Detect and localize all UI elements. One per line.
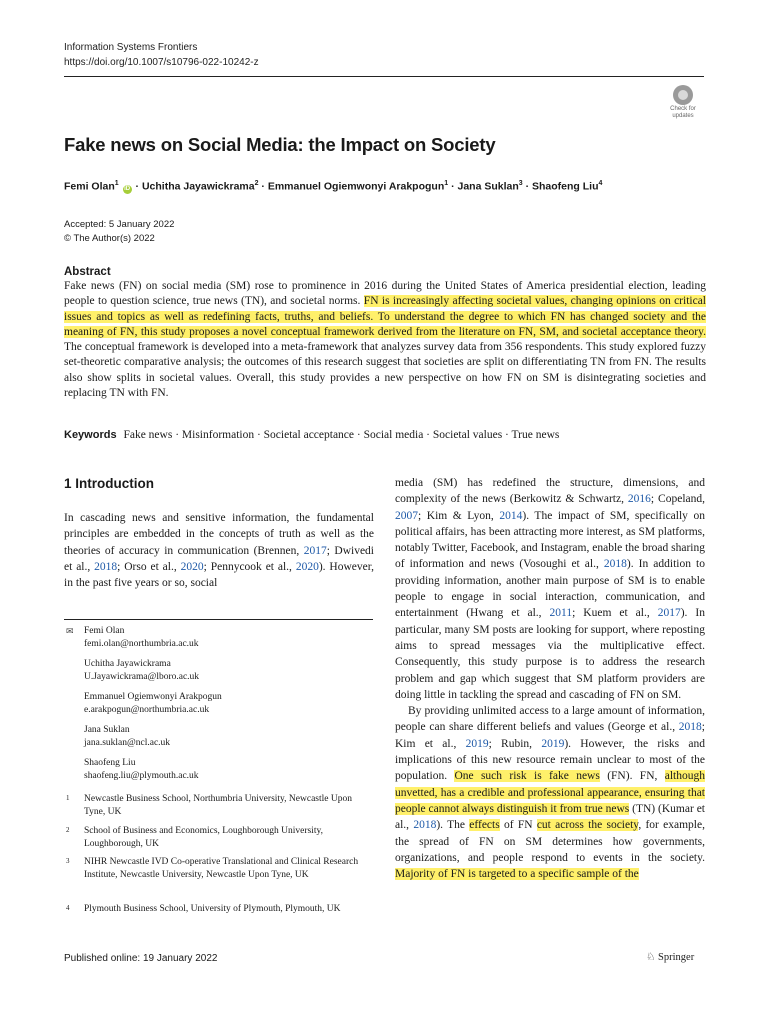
contact-entry xyxy=(84,691,222,717)
body-text: ; Pennycook et al., xyxy=(203,560,296,573)
contact-name: Uchitha Jayawickrama xyxy=(84,659,171,669)
keywords xyxy=(64,429,559,441)
citation-link[interactable]: 2019 xyxy=(465,737,489,750)
doi-link[interactable]: https://doi.org/10.1007/s10796-022-10242-z xyxy=(64,57,259,68)
copyright-line: © The Author(s) 2022 xyxy=(64,233,155,244)
accepted-date: Accepted: 5 January 2022 xyxy=(64,219,175,230)
envelope-icon: ✉ xyxy=(66,626,74,636)
body-text: ; Kuem et al., xyxy=(572,607,658,620)
publisher-name: Springer xyxy=(658,952,695,963)
springer-horse-icon: ♘ xyxy=(646,952,659,963)
orcid-icon[interactable]: iD xyxy=(124,185,131,192)
body-text: ). The xyxy=(436,819,470,832)
affiliation-text: School of Business and Economics, Loughborough University, Loughborough, UK xyxy=(84,826,323,850)
author-affil-sup: 1 xyxy=(444,180,449,187)
author-name[interactable]: Femi Olan xyxy=(64,180,115,193)
paragraph xyxy=(395,703,705,882)
contact-entry xyxy=(84,724,170,750)
author-name[interactable]: Emmanuel Ogiemwonyi Arakpogun xyxy=(267,180,445,193)
body-text: (TN) (Kumar et al., xyxy=(395,802,705,832)
abstract-body xyxy=(64,279,706,401)
body-text: ). In addition to providing information, another main purpose of SM is to enable people to engage in social interaction, communication, and entertainment (Hwang et al., xyxy=(395,558,705,620)
paper-title: Fake news on Social Media: the Impact on Society xyxy=(64,134,496,155)
citation-link[interactable]: 2020 xyxy=(295,560,319,573)
published-date: Published online: 19 January 2022 xyxy=(64,953,218,964)
author-list xyxy=(64,180,602,194)
citation-link[interactable]: 2016 xyxy=(627,493,651,506)
affiliation-number: 4 xyxy=(66,904,70,912)
contact-name: Jana Suklan xyxy=(84,725,130,735)
body-text: ; Copeland, xyxy=(650,493,705,506)
author-affil-sup: 3 xyxy=(518,180,523,187)
text-highlight: although unvetted, has a credible and professional appearance, ensuring that people cannot always distinguish it from true news xyxy=(395,770,705,815)
author-affil-sup: 4 xyxy=(598,180,603,187)
keywords-label: Keywords xyxy=(64,429,117,441)
body-text: In cascading news and sensitive information, the fundamental principles are embedded in the concepts of truth as well as the theories of accuracy in communication (Brennen, xyxy=(64,512,374,557)
contact-name: Femi Olan xyxy=(84,626,125,636)
check-updates-icon xyxy=(673,85,693,105)
body-text: ; Kim & Lyon, xyxy=(418,509,500,522)
body-text: ; Rubin, xyxy=(488,737,542,750)
publisher-logo xyxy=(646,951,694,963)
journal-name: Information Systems Frontiers xyxy=(64,42,198,53)
contact-email[interactable]: e.arakpogun@northumbria.ac.uk xyxy=(84,705,210,716)
text-highlight: cut across the society xyxy=(536,819,639,832)
abstract-text: The conceptual framework is developed into a meta-framework that analyzes survey data from 356 respondents. This study explored fuzzy set-theoretic comparative analysis; the outcomes of this research suggest that societies are split on differentiating TN from FN. The results also show splits in societal values. Overall, this study provides a new perspective on how FN on SM is disintegrating societies and replacing TN with FN. xyxy=(64,341,706,400)
body-text: (FN). FN, xyxy=(599,770,665,783)
author-separator: · xyxy=(135,180,140,193)
contact-entry xyxy=(84,658,199,684)
header-rule xyxy=(64,76,704,77)
contact-email[interactable]: shaofeng.liu@plymouth.ac.uk xyxy=(84,771,199,782)
citation-link[interactable]: 2011 xyxy=(549,607,573,620)
author-name[interactable]: Shaofeng Liu xyxy=(532,180,599,193)
author-affil-sup: 2 xyxy=(254,180,259,187)
body-text: ). The impact of SM, specifically on political affairs, has been attracting more interest, as SM platforms, notably Twitter, Facebook, and Instagram, enable the broad sharing of information and news (Vosoughi et al., xyxy=(395,509,705,571)
citation-link[interactable]: 2018 xyxy=(678,721,702,734)
body-text: ; Orso et al., xyxy=(117,560,181,573)
body-text: ). In particular, many SM posts are looking for support, where reposting aims to spread messages via the multiplicative effect. Consequently, this study purpose is to address the research problem and gap which suggest that SM platform providers are doing little in tackling the spread and cascading of FN on SM. xyxy=(395,607,705,701)
author-separator: · xyxy=(525,180,530,193)
affiliation-number: 2 xyxy=(66,826,70,834)
affiliation-text: Plymouth Business School, University of Plymouth, Plymouth, UK xyxy=(84,904,341,914)
author-separator: · xyxy=(451,180,455,193)
body-text: , for example, the spread of FN on SM determines how governments, organizations, and people respond to events in the society. xyxy=(395,819,705,864)
section-heading: 1 Introduction xyxy=(64,476,154,491)
abstract-text: Fake news (FN) on social media (SM) rose to prominence in 2016 during the United States of America presidential election, leading people to question science, true news (TN), and societal norms. xyxy=(64,280,706,308)
author-name[interactable]: Jana Suklan xyxy=(457,180,519,193)
author-affil-sup: 1 xyxy=(114,180,119,187)
citation-link[interactable]: 2018 xyxy=(94,560,118,573)
text-highlight: effects xyxy=(469,819,500,832)
abstract-highlight: FN is increasingly affecting societal values, changing opinions on critical issues and topics as well as redefining facts, truths, and beliefs. To understand the degree to which FN has changed society and the meaning of FN, this study proposes a novel conceptual framework derived from the literature on FN, SM, and societal acceptance theory. xyxy=(64,295,706,338)
body-text: By providing unlimited access to a large amount of information, people can share different beliefs and values (George et al., xyxy=(395,705,705,734)
intro-column-right xyxy=(395,475,705,882)
citation-link[interactable]: 2019 xyxy=(541,737,565,750)
journal-header xyxy=(64,40,259,70)
intro-column-left xyxy=(64,510,374,591)
contact-email[interactable]: U.Jayawickrama@lboro.ac.uk xyxy=(84,672,200,683)
text-highlight: Majority of FN is targeted to a specific sample of the xyxy=(395,868,639,881)
author-separator: · xyxy=(261,180,265,193)
citation-link[interactable]: 2017 xyxy=(657,607,681,620)
citation-link[interactable]: 2007 xyxy=(395,509,418,522)
citation-link[interactable]: 2020 xyxy=(180,560,204,573)
contact-email[interactable]: femi.olan@northumbria.ac.uk xyxy=(84,639,199,650)
body-text: ). However, in the past five years or so, social xyxy=(64,560,374,590)
body-text: media (SM) has redefined the structure, dimensions, and complexity of the news (Berkowitz & Schwartz, xyxy=(395,477,705,506)
citation-link[interactable]: 2018 xyxy=(603,558,627,571)
body-text: ). However, the risks and implications of this new resource remain unclear to most of the population. xyxy=(395,737,706,783)
contact-entry xyxy=(84,757,199,783)
affiliation-number: 3 xyxy=(66,857,70,865)
contact-name: Emmanuel Ogiemwonyi Arakpogun xyxy=(84,692,222,702)
keywords-list: Fake news · Misinformation · Societal acceptance · Social media · Societal values · True news xyxy=(123,429,560,441)
badge-line-2: updates xyxy=(672,113,694,119)
affiliation-text: Newcastle Business School, Northumbria University, Newcastle Upon Tyne, UK xyxy=(84,794,352,818)
contact-name: Shaofeng Liu xyxy=(84,758,136,768)
body-text: ; Kim et al., xyxy=(395,721,705,750)
text-highlight: One such risk is fake news xyxy=(454,770,600,783)
abstract-heading: Abstract xyxy=(64,266,111,278)
footnote-rule xyxy=(64,619,373,620)
badge-line-1: Check for xyxy=(670,106,696,112)
author-name[interactable]: Uchitha Jayawickrama xyxy=(141,180,255,193)
contact-email[interactable]: jana.suklan@ncl.ac.uk xyxy=(84,738,171,749)
article-dates xyxy=(64,218,174,246)
contact-entry xyxy=(84,625,199,651)
body-text: of FN xyxy=(499,819,537,832)
body-text: ; Dwivedi et al., xyxy=(64,544,374,573)
paragraph xyxy=(395,475,705,703)
affiliation-text: NIHR Newcastle IVD Co-operative Translational and Clinical Research Institute, Newcastle University, Newcastle Upon Tyne, UK xyxy=(84,857,359,881)
citation-link[interactable]: 2017 xyxy=(303,544,327,557)
check-for-updates-badge[interactable] xyxy=(663,84,703,124)
affiliation-number: 1 xyxy=(66,794,70,802)
citation-link[interactable]: 2018 xyxy=(413,819,437,832)
citation-link[interactable]: 2014 xyxy=(499,509,523,522)
